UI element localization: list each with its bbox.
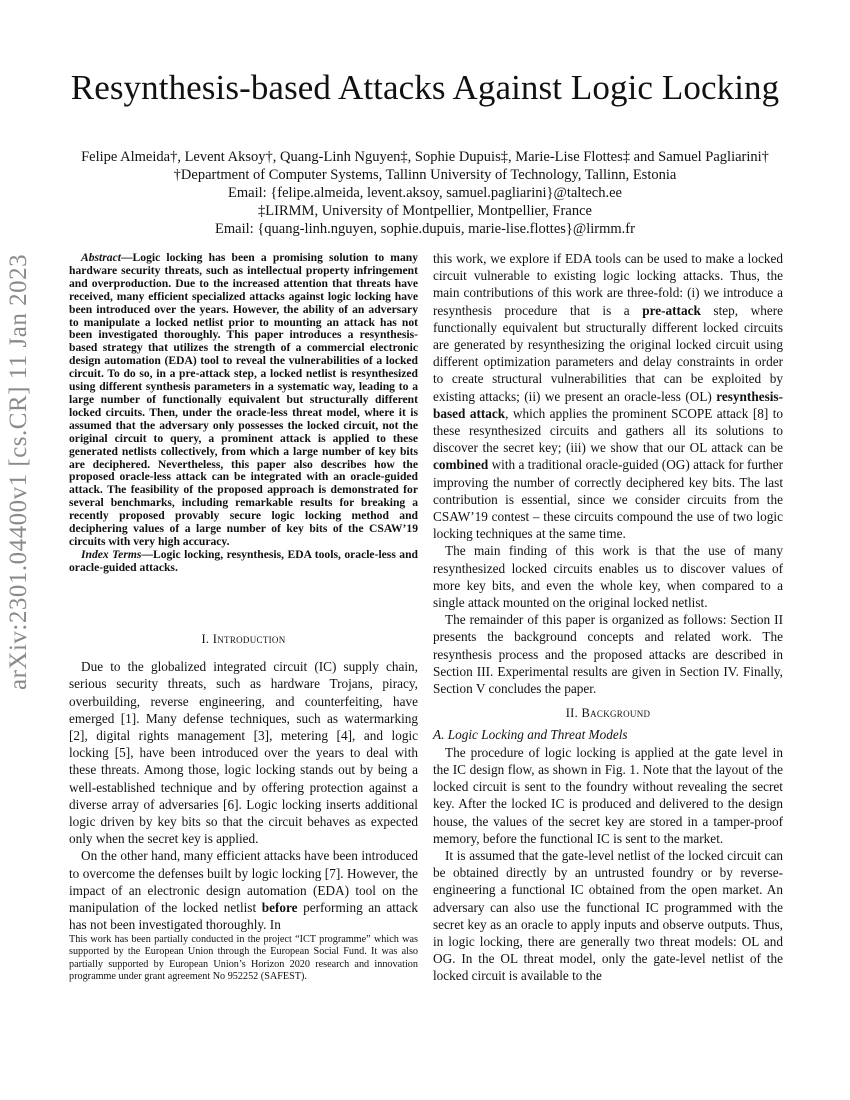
index-terms (69, 549, 418, 575)
affiliation-1: †Department of Computer Systems, Tallinn University of Technology, Tallinn, Estonia (173, 167, 677, 183)
email-2: Email: {quang-linh.nguyen, sophie.dupuis, marie-lise.flottes}@lirmm.fr (215, 221, 635, 237)
paper-title: Resynthesis-based Attacks Against Logic Locking (70, 68, 780, 107)
email-1: Email: {felipe.almeida, levent.aksoy, samuel.pagliarini}@taltech.ee (228, 185, 622, 201)
intro-p2-text-b: performing an attack has not been investigated thoroughly. In (69, 900, 418, 933)
author-block (0, 148, 850, 238)
background-paragraph-1: The procedure of logic locking is applied at the gate level in the IC design flow, as shown in Fig. 1. Note that the layout of the locked circuit is sent to the foundry without revealing the secret key. After the locked IC is produced and delivered to the design house, the values of the secret key are stored in a tamper-proof memory, before the functional IC is sent to the market. (433, 744, 783, 846)
contrib-text-d: with a traditional oracle-guided (OG) attack for further improving the number of correctly deciphered key bits. The last contribution is essential, since we consider circuits from the CSAW’19 contest – these circuits compound the use of two logic locking techniques at the same time. (433, 457, 783, 542)
contrib-text-b: step, where functionally equivalent but structurally different locked circuits are generated by resynthesizing the original locked circuit using different optimization parameters and delay constraints in order to create structural vulnerabilities that can be exploited by existing attacks; (ii) we present an oracle-less (OL) (433, 302, 783, 404)
intro-paragraph-1: Due to the globalized integrated circuit (IC) supply chain, serious security threats, such as hardware Trojans, piracy, overbuilding, reverse engineering, and counterfeiting, have emerged [1]. Many defense techniques, such as watermarking [2], digital rights management [3], metering [4], and logic locking [5], have been introduced over the years to deal with these threats. Among those, logic locking stands out by being a well-established technique and by offering protection against a diverse array of adversaries [6]. Logic locking inserts additional logic driven by key bits so that the circuit behaves as expected only when the secret key is applied. (69, 659, 418, 847)
organization-paragraph: The remainder of this paper is organized as follows: Section II presents the background concepts and related work. The resynthesis process and the proposed attacks are described in Section III. Experimental results are given in Section IV. Finally, Section V concludes the paper. (433, 612, 783, 697)
intro-p2-text-a: On the other hand, many efficient attacks have been introduced to overcome the defenses built by logic locking [7]. However, the impact of an electronic design automation (EDA) tool on the manipulation of the locked netlist (69, 848, 418, 916)
abstract-text: —Logic locking has been a promising solution to many hardware security threats, such as intellectual property infringement and overproduction. Due to the increased attention that threats have received, many efficient specialized attacks against logic locking have been introduced over the years. However, the ability of an adversary to manipulate a locked netlist prior to mounting an attack has not been investigated thoroughly. This paper introduces a resynthesis-based strategy that utilizes the strength of a commercial electronic design automation (EDA) tool to reveal the vulnerabilities of a locked circuit. To do so, in a pre-attack step, a locked netlist is resynthesized using different synthesis parameters in a systematic way, leading to a large number of functionally equivalent but structurally different locked circuits. Then, under the oracle-less threat model, where it is assumed that the adversary only possesses the locked circuit, not the original circuit to query, a prominent attack is applied to these generated netlists collectively, from which a large number of key bits are deciphered. Nevertheless, this paper also describes how the proposed oracle-less attack can be integrated with an oracle-guided attack. The feasibility of the proposed approach is demonstrated for several benchmarks, including remarkable results for breaking a recently proposed provably secure logic locking method and deciphering values of a large number of key bits of the CSAW’19 circuits with very high accuracy. (69, 251, 418, 548)
footnote: This work has been partially conducted in the project “ICT programme” which was supported by the European Union through the European Social Fund. It was also partially supported by European Union’s Horizon 2020 research and innovation programme under grant agreement No 952252 (SAFEST). (69, 934, 418, 983)
contributions-paragraph (433, 250, 783, 542)
left-column-body (69, 631, 418, 933)
contrib-bold-pre-attack: pre-attack (642, 302, 701, 318)
background-paragraph-2: It is assumed that the gate-level netlist of the locked circuit can be obtained directly by an untrusted foundry or by reverse-engineering a functional IC obtained from the open market. An adversary can also use the functional IC programmed with the secret key as an oracle to apply inputs and observe outputs. Thus, in logic locking, there are generally two threat models: OL and OG. In the OL threat model, only the gate-level netlist of the locked circuit is available to the (433, 847, 783, 984)
abstract-label: Abstract (81, 251, 121, 264)
abstract-paragraph (69, 252, 418, 549)
section-heading-background: II. Background (565, 706, 651, 721)
author-names: Felipe Almeida†, Levent Aksoy†, Quang-Linh Nguyen‡, Sophie Dupuis‡, Marie-Lise Flottes‡ and Samuel Pagliarini† (81, 149, 769, 165)
contrib-bold-combined: combined (433, 457, 489, 473)
contrib-text-c: , which applies the prominent SCOPE attack [8] to these resynthesized circuits and gathers all its solutions to discover the secret key; (iii) we show that our OL attack can be (433, 405, 784, 456)
index-terms-label: Index Terms (81, 547, 142, 561)
right-column-body (433, 250, 783, 985)
contrib-text-a: this work, we explore if EDA tools can be used to make a locked circuit vulnerable to existing logic locking attacks. Thus, the main contributions of this work are three-fold: (i) we introduce a resynthesis procedure that is a (433, 251, 783, 318)
abstract (69, 252, 418, 575)
section-heading-introduction: I. Introduction (201, 632, 286, 646)
intro-p2-bold: before (261, 900, 298, 916)
index-terms-text: —Logic locking, resynthesis, EDA tools, oracle-less and oracle-guided attacks. (69, 547, 418, 574)
affiliation-2: ‡LIRMM, University of Montpellier, Montpellier, France (258, 203, 592, 219)
intro-paragraph-2 (69, 847, 418, 933)
subsection-heading-logic-locking: A. Logic Locking and Threat Models (433, 727, 628, 743)
arxiv-identifier: arXiv:2301.04400v1 [cs.CR] 11 Jan 2023 (5, 253, 32, 690)
contrib-bold-attack: resynthesis-based attack (433, 388, 783, 421)
main-finding-paragraph: The main finding of this work is that the use of many resynthesized locked circuits enables us to discover values of more key bits, and even the whole key, when compared to a single attack mounted on the original locked netlist. (433, 543, 783, 611)
